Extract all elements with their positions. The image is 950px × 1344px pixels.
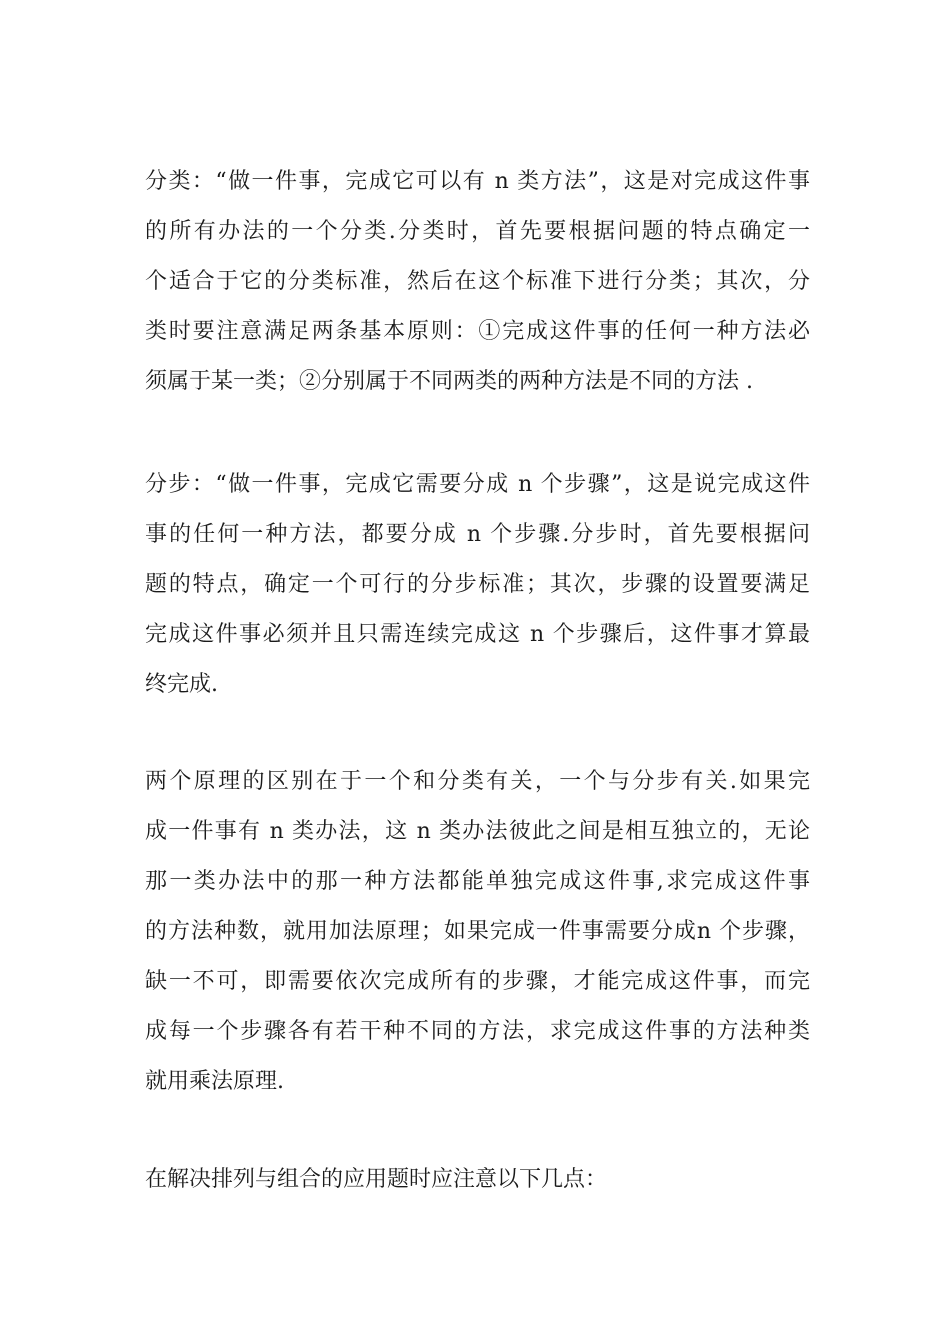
text-line: 成一件事有 n 类办法，这 n 类办法彼此之间是相互独立的，无论 [145, 819, 810, 844]
paragraph-notes-intro [145, 1155, 810, 1205]
text-line: 事的任何一种方法，都要分成 n 个步骤.分步时，首先要根据问 [145, 522, 810, 547]
text-line: 终完成. [145, 672, 218, 697]
text-line: 两个原理的区别在于一个和分类有关，一个与分步有关.如果完 [145, 769, 810, 794]
text-line: 的方法种数，就用加法原理；如果完成一件事需要分成n 个步骤， [145, 919, 810, 944]
paragraph-steps [145, 460, 810, 710]
text-line: 须属于某一类；②分别属于不同两类的两种方法是不同的方法 . [145, 369, 753, 394]
text-line: 那一类办法中的那一种方法都能单独完成这件事,求完成这件事 [145, 869, 810, 894]
text-line: 分步：“做一件事，完成它需要分成 n 个步骤”，这是说完成这件 [145, 472, 810, 497]
text-line: 题的特点，确定一个可行的分步标准；其次，步骤的设置要满足 [145, 572, 810, 597]
text-line: 分类：“做一件事，完成它可以有 n 类方法”，这是对完成这件事 [145, 169, 810, 194]
text-line: 类时要注意满足两条基本原则：①完成这件事的任何一种方法必 [145, 319, 810, 344]
text-line: 缺一不可，即需要依次完成所有的步骤，才能完成这件事，而完 [145, 969, 810, 994]
text-line: 完成这件事必须并且只需连续完成这 n 个步骤后，这件事才算最 [145, 622, 810, 647]
text-line: 就用乘法原理. [145, 1069, 284, 1094]
text-line: 的所有办法的一个分类.分类时，首先要根据问题的特点确定一 [145, 219, 810, 244]
paragraph-classification [145, 157, 810, 407]
text-line: 成每一个步骤各有若干种不同的方法，求完成这件事的方法种类 [145, 1019, 810, 1044]
paragraph-principle-difference [145, 757, 810, 1107]
text-line: 个适合于它的分类标准，然后在这个标准下进行分类；其次，分 [145, 269, 810, 294]
text-line: 在解决排列与组合的应用题时应注意以下几点： [145, 1167, 608, 1192]
